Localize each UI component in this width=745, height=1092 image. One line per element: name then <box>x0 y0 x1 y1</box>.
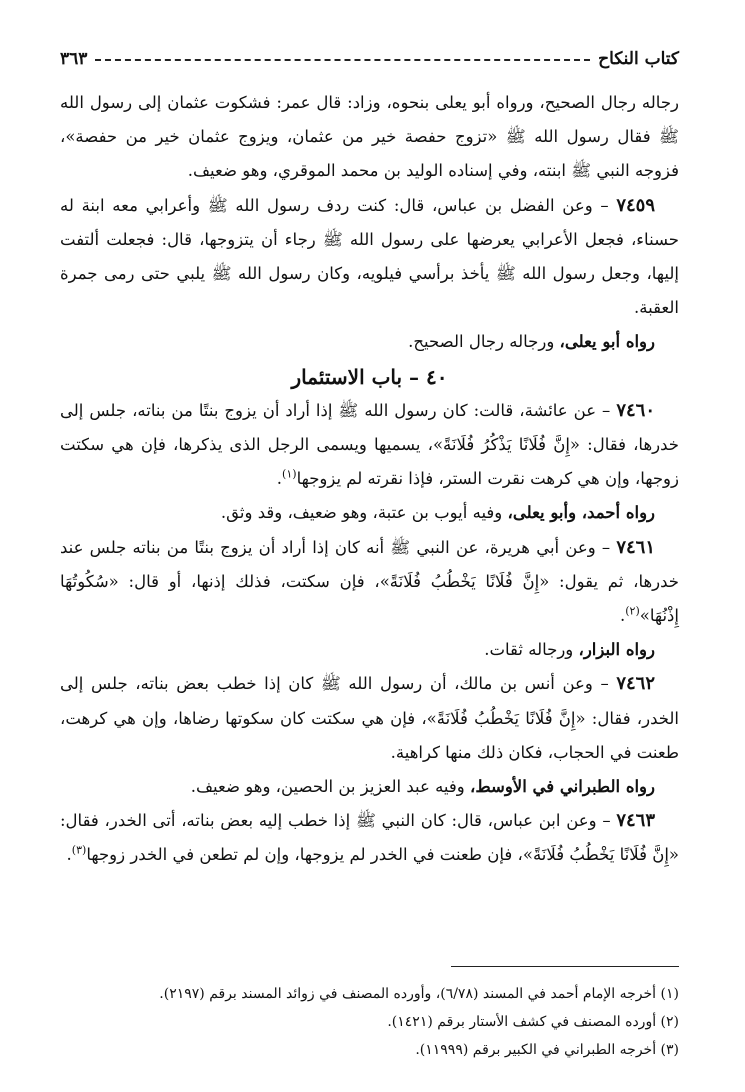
hadith-number: ٧٤٦٢ <box>616 673 655 695</box>
source-name: رواه أبو يعلى، <box>559 332 655 352</box>
source-note <box>60 325 679 359</box>
hadith-text: – وعن أنس بن مالك، أن رسول الله ﷺ كان إذا خطب بعض بناته، جلس إلى الخدر، فقال: «إِنَّ فُلَانًا يَخْطُبُ فُلَانَةً»، فإن هي سكتت كان سكوتها رضاها، وإن هي كرهت، طعنت في الحجاب، فكان ذلك منها كراهية. <box>60 674 679 762</box>
hadith-7461 <box>60 531 679 634</box>
running-header <box>60 44 679 74</box>
footnotes <box>60 980 679 1064</box>
chapter-heading: ٤٠ – باب الاستئمار <box>291 364 448 389</box>
hadith-7463 <box>60 804 679 872</box>
main-text <box>60 86 679 873</box>
book-title: كتاب النكاح <box>598 49 679 69</box>
hadith-end: . <box>66 845 72 865</box>
footnote-separator <box>451 966 679 967</box>
page-number: ٣٦٣ <box>60 49 88 69</box>
continuation-paragraph: رجاله رجال الصحيح، ورواه أبو يعلى بنحوه، وزاد: قال عمر: فشكوت عثمان إلى رسول الله ﷺ فقال رسول الله ﷺ «تزوج حفصة خير من عثمان، ويزوج عثمان خير من حفصة»، فزوجه النبي ﷺ ابنته، وفي إسناده الوليد بن محمد الموقري، وهو ضعيف. <box>60 93 679 181</box>
footnote-2: (٢) أورده المصنف في كشف الأستار برقم (١٤٢١). <box>387 1014 679 1030</box>
source-grading: وفيه أيوب بن عتبة، وهو ضعيف، وقد وثق. <box>220 503 508 523</box>
hadith-text: – وعن ابن عباس، قال: كان النبي ﷺ إذا خطب إليه بعض بناته، أتى الخدر، فقال: «إِنَّ فُلَانًا يَخْطُبُ فُلَانَةً»، فإن طعنت في الخدر لم يزوجها، وإن لم تطعن في الخدر زوجها <box>60 811 679 865</box>
hadith-text: – عن عائشة، قالت: كان رسول الله ﷺ إذا أراد أن يزوج بنتًا من بناته، جلس إلى خدرها، فقال: «إِنَّ فُلَانًا يَذْكُرُ فُلَانَةً»، يسميها ويسمى الرجل الذى يذكرها، فإن هي سكتت زوجها، وإن هي كرهت نقرت الستر، فإذا نقرته لم يزوجها <box>60 400 679 489</box>
source-grading: ورجاله رجال الصحيح. <box>408 332 560 352</box>
hadith-text: – وعن أبي هريرة، عن النبي ﷺ أنه كان إذا أراد أن يزوج بنتًا من بناته جلس عند خدرها، ثم يقول: «إِنَّ فُلَانًا يَخْطُبُ فُلَانَةً»، فإن سكتت، فذلك إذنها، أو قال: «سُكُوتُهَا إِذْنُهَا» <box>60 537 679 626</box>
header-dashed-rule <box>95 59 590 61</box>
footnote-1: (١) أخرجه الإمام أحمد في المسند (٦/٧٨)، وأورده المصنف في زوائد المسند برقم (٢١٩٧). <box>159 986 679 1002</box>
hadith-7459 <box>60 189 679 326</box>
source-note <box>60 633 679 667</box>
source-name: رواه أحمد، وأبو يعلى، <box>507 503 655 523</box>
footnote-ref: (٢) <box>625 604 640 618</box>
hadith-end: . <box>619 606 626 626</box>
source-name: رواه الطبراني في الأوسط، <box>470 777 655 797</box>
source-note <box>60 496 679 530</box>
hadith-number: ٧٤٦٠ <box>616 399 655 421</box>
source-grading: وفيه عبد العزيز بن الحصين، وهو ضعيف. <box>190 777 471 797</box>
source-name: رواه البزار، <box>578 640 655 660</box>
hadith-number: ٧٤٥٩ <box>616 194 656 216</box>
hadith-end: . <box>276 469 283 489</box>
hadith-text: – وعن الفضل بن عباس، قال: كنت ردف رسول الله ﷺ وأعرابي معه ابنة له حسناء، فجعل الأعرابي يعرضها على رسول الله ﷺ رجاء أن يتزوجها، قال: فجعلت ألتفت إليها، وجعل رسول الله ﷺ يأخذ برأسي فيلويه، وكان رسول الله ﷺ يلبي حتى رمى جمرة العقبة. <box>60 195 679 318</box>
hadith-number: ٧٤٦١ <box>616 536 655 558</box>
footnote-3: (٣) أخرجه الطبراني في الكبير برقم (١١٩٩٩). <box>415 1042 679 1058</box>
hadith-7462 <box>60 667 679 770</box>
source-grading: ورجاله ثقات. <box>484 640 579 660</box>
footnote-ref: (١) <box>282 467 297 481</box>
footnote-ref: (٣) <box>71 843 87 857</box>
source-note <box>60 770 679 804</box>
hadith-7460 <box>60 394 679 497</box>
hadith-number: ٧٤٦٣ <box>616 810 655 832</box>
